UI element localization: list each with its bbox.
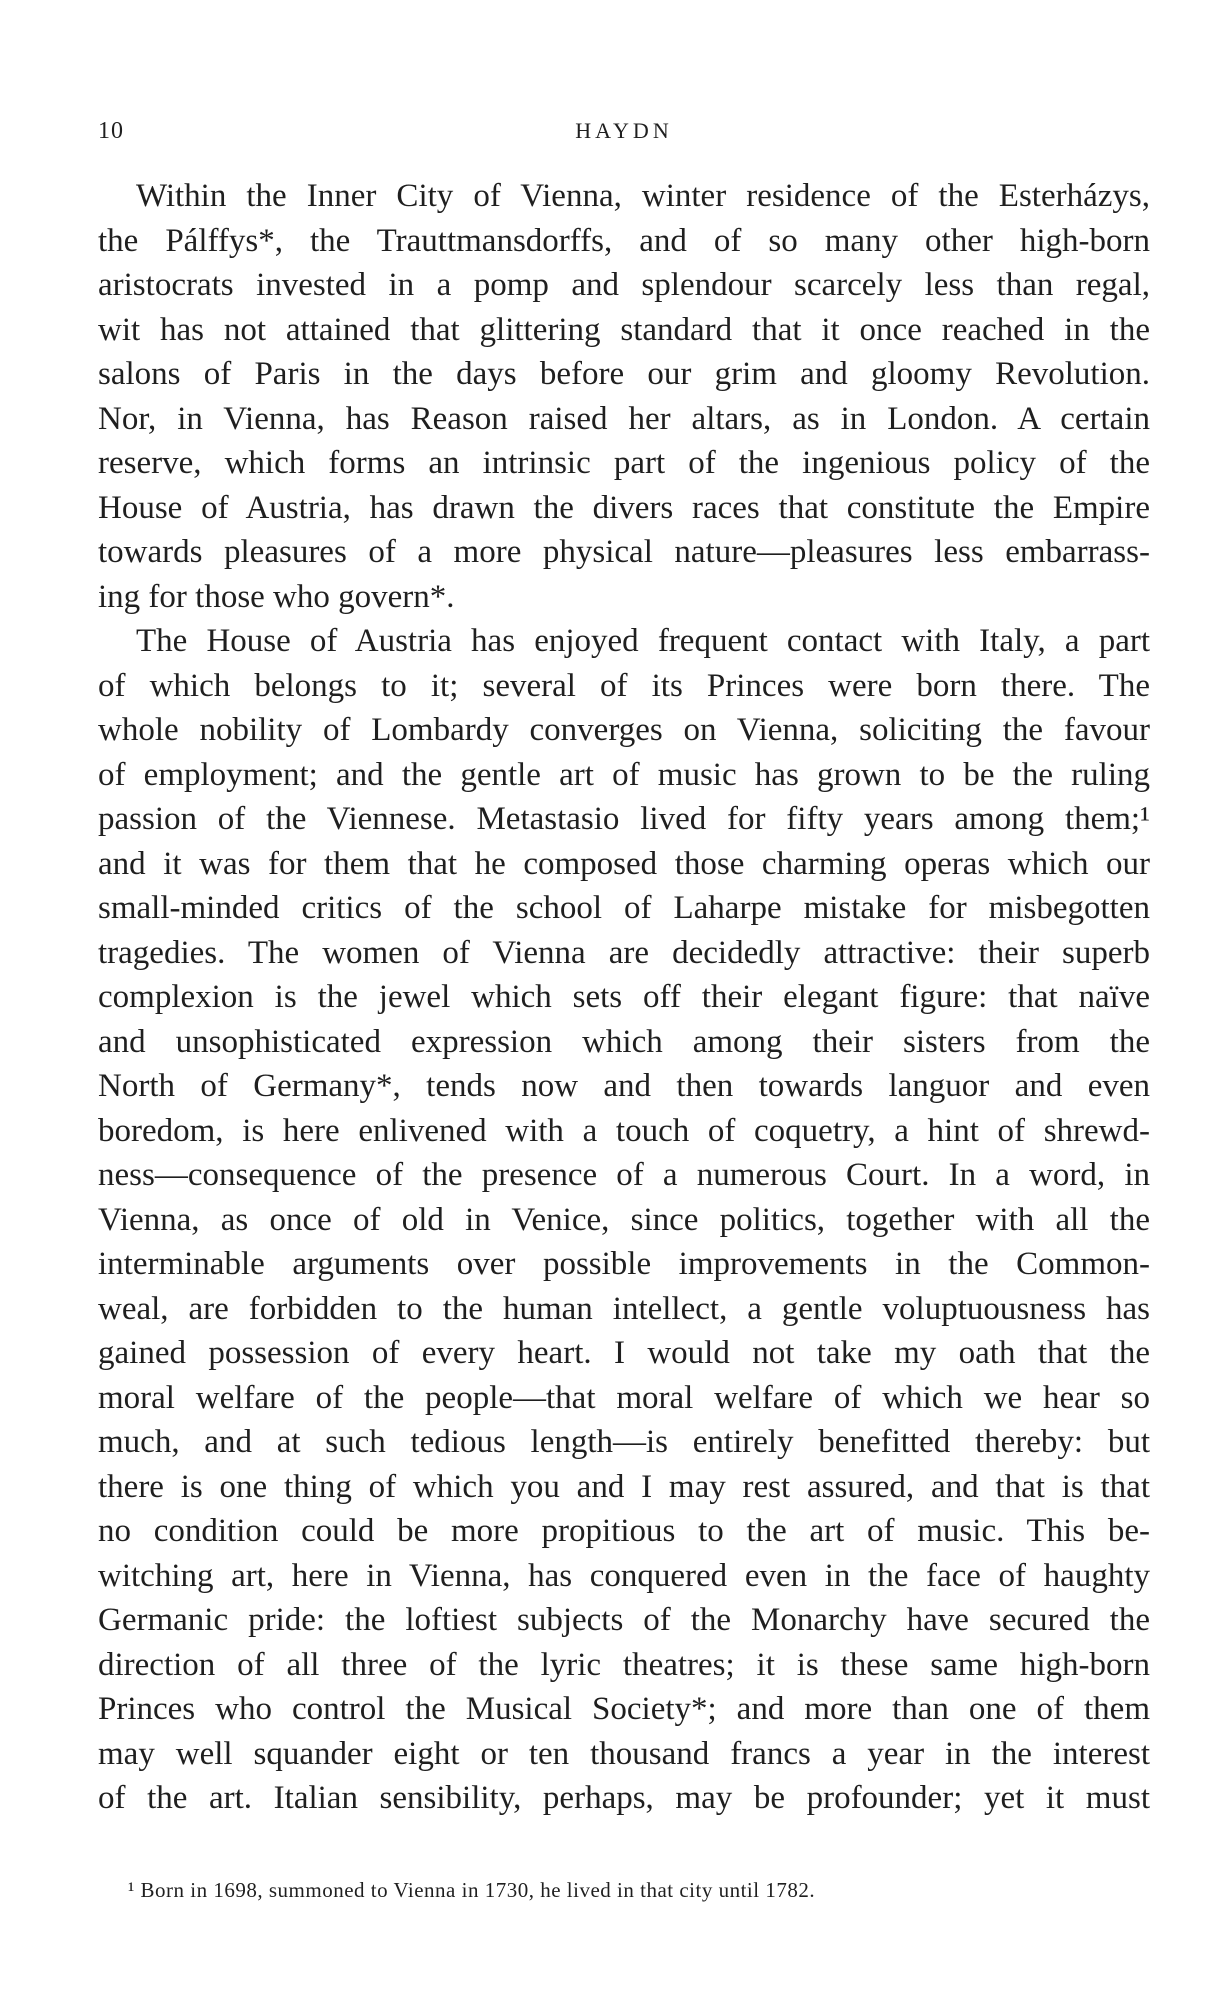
- text-line: of the art. Italian sensibility, perhaps, may be profounder; yet it must: [98, 1780, 1150, 1816]
- page-header: [98, 118, 1150, 152]
- text-line: of employment; and the gentle art of music has grown to be the ruling: [98, 756, 1150, 793]
- text-line: ing for those who govern*.: [98, 578, 455, 615]
- text-line: reserve, which forms an intrinsic part of the ingenious policy of the: [98, 445, 1150, 481]
- text-line: wit has not attained that glittering standard that it once reached in the: [98, 311, 1150, 348]
- text-line: ness—consequence of the presence of a numerous Court. In a word, in: [98, 1157, 1150, 1193]
- text-line: North of Germany*, tends now and then towards languor and even: [98, 1068, 1150, 1104]
- footnote: ¹ Born in 1698, summoned to Vienna in 1730, he lived in that city until 1782.: [128, 1878, 816, 1902]
- page-number: 10: [98, 118, 124, 144]
- text-line: moral welfare of the people—that moral welfare of which we hear so: [98, 1379, 1150, 1416]
- text-line: passion of the Viennese. Metastasio lived for fifty years among them;¹: [98, 801, 1150, 837]
- text-line: boredom, is here enlivened with a touch of coquetry, a hint of shrewd-: [98, 1112, 1150, 1149]
- text-line: Princes who control the Musical Society*; and more than one of them: [98, 1691, 1150, 1727]
- body-text: [98, 174, 1150, 1821]
- text-line: the Pálffys*, the Trauttmansdorffs, and of so many other high-born: [98, 222, 1150, 259]
- text-line: The House of Austria has enjoyed frequent contact with Italy, a part: [136, 623, 1150, 659]
- text-line: there is one thing of which you and I may rest assured, and that is that: [98, 1468, 1150, 1505]
- text-line: tragedies. The women of Vienna are decidedly attractive: their superb: [98, 934, 1150, 971]
- text-line: Germanic pride: the loftiest subjects of the Monarchy have secured the: [98, 1602, 1150, 1638]
- text-line: witching art, here in Vienna, has conquered even in the face of haughty: [98, 1557, 1150, 1594]
- text-line: interminable arguments over possible improvements in the Common-: [98, 1246, 1150, 1282]
- text-line: much, and at such tedious length—is entirely benefitted thereby: but: [98, 1424, 1150, 1460]
- text-line: House of Austria, has drawn the divers races that constitute the Empire: [98, 489, 1150, 526]
- running-title: HAYDN: [575, 118, 673, 143]
- text-line: of which belongs to it; several of its Princes were born there. The: [98, 667, 1150, 704]
- text-line: Within the Inner City of Vienna, winter residence of the Esterházys,: [136, 178, 1150, 214]
- text-line: small-minded critics of the school of Laharpe mistake for misbegotten: [98, 890, 1150, 926]
- text-line: whole nobility of Lombardy converges on Vienna, soliciting the favour: [98, 712, 1150, 748]
- text-line: Vienna, as once of old in Venice, since politics, together with all the: [98, 1201, 1150, 1238]
- text-line: salons of Paris in the days before our grim and gloomy Revolution.: [98, 356, 1150, 392]
- text-line: complexion is the jewel which sets off their elegant figure: that naïve: [98, 979, 1150, 1015]
- text-line: weal, are forbidden to the human intellect, a gentle voluptuousness has: [98, 1290, 1150, 1327]
- text-line: towards pleasures of a more physical nature—pleasures less embarrass-: [98, 534, 1150, 570]
- text-line: no condition could be more propitious to the art of music. This be-: [98, 1513, 1150, 1549]
- text-line: and unsophisticated expression which among their sisters from the: [98, 1023, 1150, 1060]
- text-line: Nor, in Vienna, has Reason raised her altars, as in London. A certain: [98, 400, 1150, 437]
- text-line: direction of all three of the lyric theatres; it is these same high-born: [98, 1646, 1150, 1683]
- text-line: and it was for them that he composed those charming operas which our: [98, 845, 1150, 882]
- text-line: gained possession of every heart. I would not take my oath that the: [98, 1335, 1150, 1371]
- text-line: may well squander eight or ten thousand francs a year in the interest: [98, 1735, 1150, 1772]
- text-line: aristocrats invested in a pomp and splendour scarcely less than regal,: [98, 267, 1150, 303]
